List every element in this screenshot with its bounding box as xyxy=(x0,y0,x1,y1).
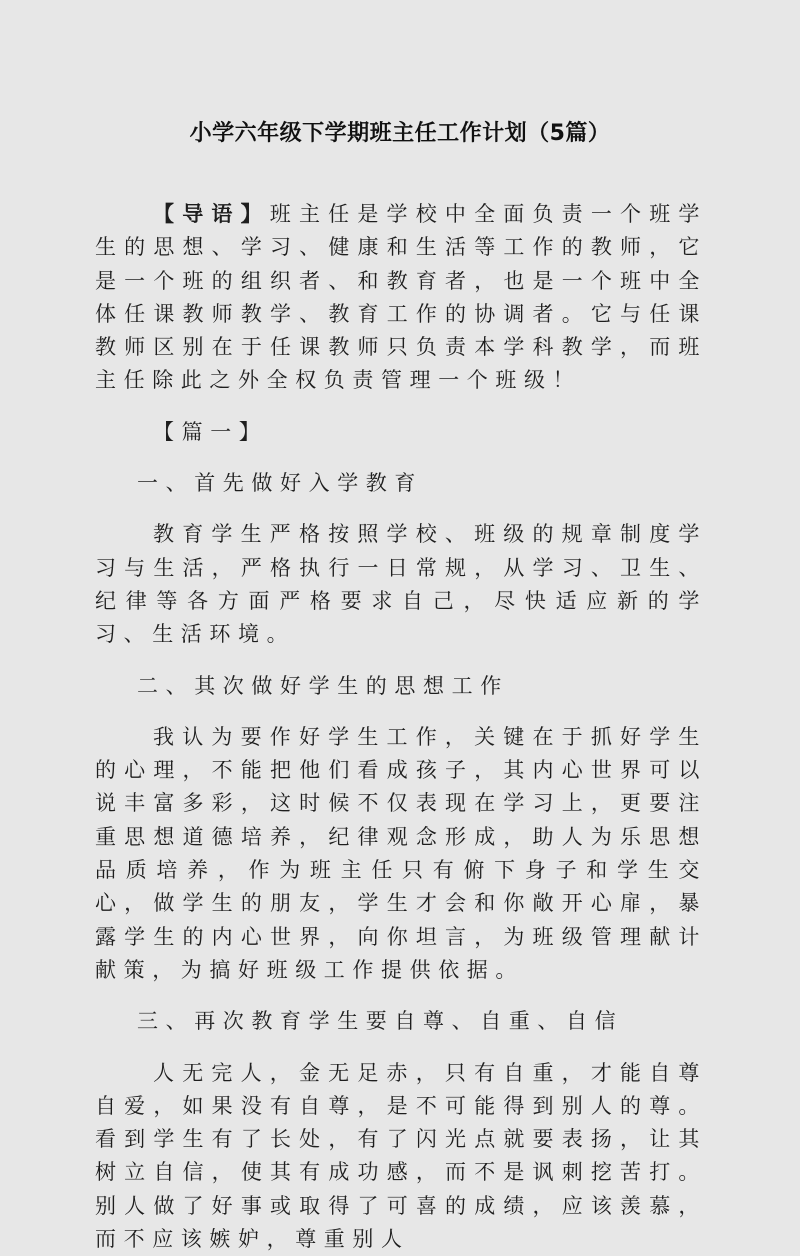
intro-text: 班主任是学校中全面负责一个班学生的思想、学习、健康和生活等工作的教师，它是一个班的组织者、和教育者，也是一个班中全体任课教师教学、教育工作的协调者。它与任课教师区别在于任课教师只负责本学科教学，而班主任除此之外全权负责管理一个班级！ xyxy=(95,202,708,393)
document-title: 小学六年级下学期班主任工作计划（5篇） xyxy=(189,121,611,146)
section-body-2: 我认为要作好学生工作，关键在于抓好学生的心理，不能把他们看成孩子，其内心世界可以说丰富多彩，这时候不仅表现在学习上，更要注重思想道德培养，纪律观念形成，助人为乐思想品质培养，作为班主任只有俯下身子和学生交心，做学生的朋友，学生才会和你敞开心扉，暴露学生的内心世界，向你坦言，为班级管理献计献策，为搞好班级工作提供依据。 xyxy=(95,724,707,982)
intro-label: 【导语】 xyxy=(153,202,270,226)
intro-paragraph xyxy=(95,198,707,398)
document-body xyxy=(95,198,707,1256)
section-body-1: 教育学生严格按照学校、班级的规章制度学习与生活，严格执行一日常规，从学习、卫生、纪律等各方面严格要求自己，尽快适应新的学习、生活环境。 xyxy=(95,522,707,647)
part-label: 【篇一】 xyxy=(153,419,268,444)
section-heading-1: 一、首先做好入学教育 xyxy=(137,471,423,496)
section-heading-2: 二、其次做好学生的思想工作 xyxy=(137,673,509,698)
section-heading-3: 三、再次教育学生要自尊、自重、自信 xyxy=(137,1009,624,1034)
section-body-3: 人无完人，金无足赤，只有自重，才能自尊自爱，如果没有自尊，是不可能得到别人的尊。看到学生有了长处，有了闪光点就要表扬，让其树立自信，使其有成功感，而不是讽刺挖苦打。别人做了好事或取得了可喜的成绩，应该羡慕，而不应该嫉妒，尊重别人 xyxy=(95,1060,707,1252)
